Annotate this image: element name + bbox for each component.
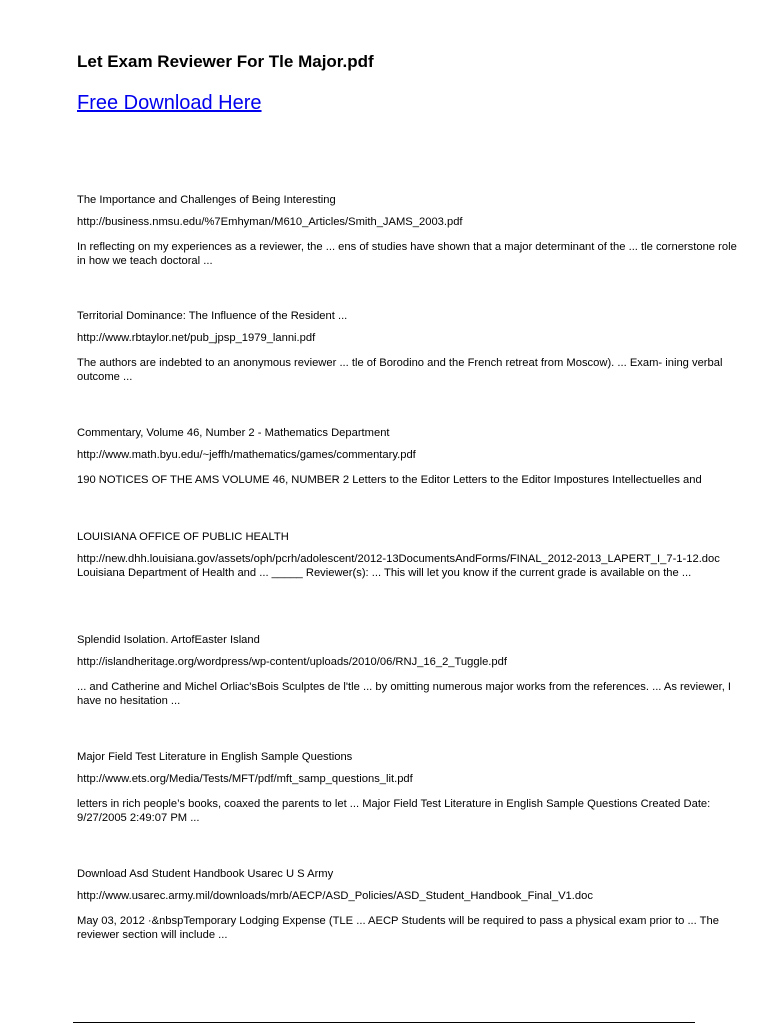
entry-snippet: The authors are indebted to an anonymous reviewer ... tle of Borodino and the French retreat from Moscow). ... Exam- ining verbal outcome ...	[77, 357, 723, 383]
entry-snippet: 190 NOTICES OF THE AMS VOLUME 46, NUMBER 2 Letters to the Editor Letters to the Editor Impostures Intellectuelles and	[77, 474, 702, 486]
result-entry	[77, 309, 737, 384]
result-entry	[77, 633, 737, 708]
entry-snippet: letters in rich people’s books, coaxed the parents to let ... Major Field Test Literature in English Sample Questions Created Date: 9/27/2005 2:49:07 PM ...	[77, 798, 711, 824]
footer-divider	[73, 1022, 695, 1023]
entry-url: http://www.rbtaylor.net/pub_jpsp_1979_lanni.pdf	[77, 332, 316, 344]
entry-url: http://new.dhh.louisiana.gov/assets/oph/pcrh/adolescent/2012-13DocumentsAndForms/FINAL_2012-2013_LAPERT_I_7-1-12.doc	[77, 553, 720, 565]
result-entry	[77, 750, 737, 825]
entry-title: The Importance and Challenges of Being Interesting	[77, 194, 336, 206]
result-entry	[77, 426, 737, 487]
entry-title: Splendid Isolation. ArtofEaster Island	[77, 634, 260, 646]
entry-snippet: Louisiana Department of Health and ... _____ Reviewer(s): ... This will let you know if the current grade is available on the ...	[77, 567, 692, 579]
result-entry	[77, 867, 737, 942]
entry-snippet: May 03, 2012 ·&nbspTemporary Lodging Expense (TLE ... AECP Students will be required to pass a physical exam prior to ... The reviewer section will include ...	[77, 915, 719, 941]
entry-url: http://islandheritage.org/wordpress/wp-content/uploads/2010/06/RNJ_16_2_Tuggle.pdf	[77, 656, 507, 668]
entry-title: Download Asd Student Handbook Usarec U S Army	[77, 868, 334, 880]
result-entry	[77, 530, 737, 580]
entry-url: http://www.usarec.army.mil/downloads/mrb/AECP/ASD_Policies/ASD_Student_Handbook_Final_V1.doc	[77, 890, 593, 902]
entry-title: Commentary, Volume 46, Number 2 - Mathematics Department	[77, 427, 390, 439]
result-entry	[77, 193, 737, 268]
entry-title: Territorial Dominance: The Influence of the Resident ...	[77, 310, 348, 322]
free-download-link[interactable]: Free Download Here	[77, 92, 262, 114]
entry-title: Major Field Test Literature in English Sample Questions	[77, 751, 353, 763]
document-title: Let Exam Reviewer For Tle Major.pdf	[77, 52, 374, 71]
entry-title: LOUISIANA OFFICE OF PUBLIC HEALTH	[77, 531, 289, 543]
entry-url: http://business.nmsu.edu/%7Emhyman/M610_Articles/Smith_JAMS_2003.pdf	[77, 216, 463, 228]
entry-snippet: ... and Catherine and Michel Orliac'sBois Sculptes de l'tle ... by omitting numerous major works from the references. ... As reviewer, I have no hesitation ...	[77, 681, 732, 707]
entry-url: http://www.math.byu.edu/~jeffh/mathematics/games/commentary.pdf	[77, 449, 416, 461]
entry-url: http://www.ets.org/Media/Tests/MFT/pdf/mft_samp_questions_lit.pdf	[77, 773, 413, 785]
entry-snippet: In reflecting on my experiences as a reviewer, the ... ens of studies have shown that a major determinant of the ... tle cornerstone role in how we teach doctoral ...	[77, 241, 737, 267]
